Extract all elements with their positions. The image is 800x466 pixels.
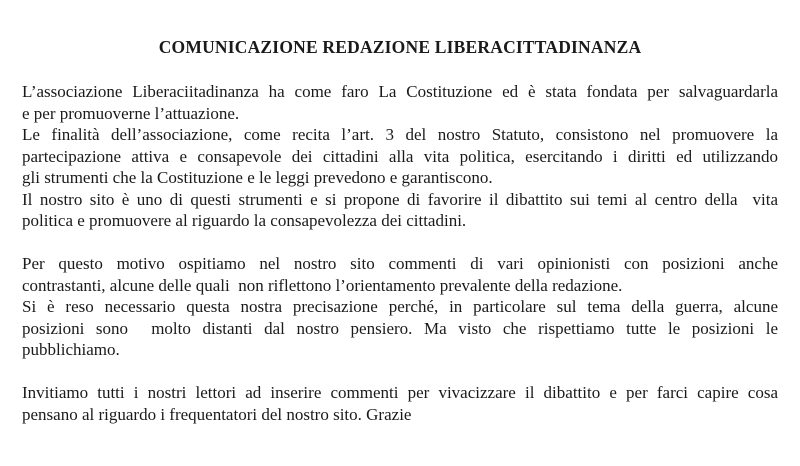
paragraph-gap xyxy=(22,232,778,254)
document-body xyxy=(22,81,778,425)
text-line: contrastanti, alcune delle quali non riflettono l’orientamento prevalente della redazione. xyxy=(22,275,623,295)
text-line: Le finalità dell’associazione, come recita l’art. 3 del nostro Statuto, consistono nel promuovere la xyxy=(22,125,778,144)
paragraph-gap xyxy=(22,361,778,383)
text-line: partecipazione attiva e consapevole dei cittadini alla vita politica, esercitando i diritti ed utilizzando xyxy=(22,146,778,166)
text-line: Per questo motivo ospitiamo nel nostro sito commenti di vari opinionisti con posizioni anche xyxy=(22,254,778,273)
text-line: e per promuoverne l’attuazione. xyxy=(22,103,240,123)
text-line: Invitiamo tutti i nostri lettori ad inserire commenti per vivacizzare il dibattito e per farci capire cosa xyxy=(22,383,778,402)
text-line: posizioni sono molto distanti dal nostro pensiero. Ma visto che rispettiamo tutte le posizioni le xyxy=(22,318,778,338)
text-line: pensano al riguardo i frequentatori del nostro sito. Grazie xyxy=(22,404,412,424)
text-line: politica e promuovere al riguardo la consapevolezza dei cittadini. xyxy=(22,211,467,230)
text-line: Il nostro sito è uno di questi strumenti e si propone di favorire il dibattito sui temi al centro della vita xyxy=(22,189,778,209)
text-line: Si è reso necessario questa nostra precisazione perché, in particolare sul tema della guerra, alcune xyxy=(22,297,778,316)
document-title: COMUNICAZIONE REDAZIONE LIBERACITTADINANZA xyxy=(158,37,642,57)
text-line: pubblichiamo. xyxy=(22,340,120,359)
text-line: L’associazione Liberaciitadinanza ha come faro La Costituzione ed è stata fondata per salvaguardarla xyxy=(22,82,778,101)
text-line: gli strumenti che la Costituzione e le leggi prevedono e garantiscono. xyxy=(22,168,493,187)
